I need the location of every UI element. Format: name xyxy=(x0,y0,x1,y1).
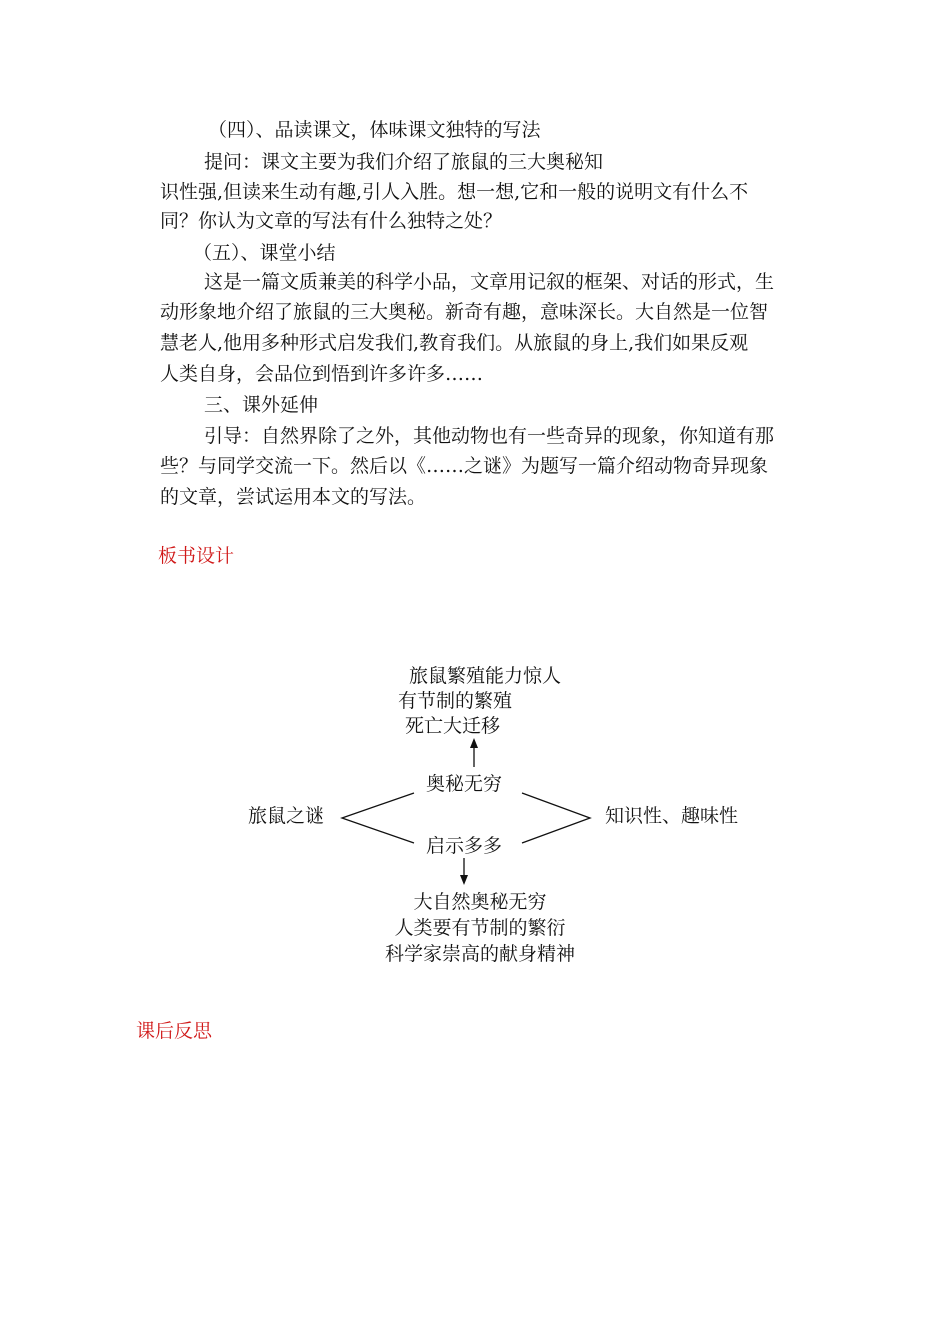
diagram-top-line-3: 死亡大迁移 xyxy=(404,715,500,737)
section4-question-line-3: 同？你认为文章的写法有什么独特之处？ xyxy=(160,210,503,232)
down-arrow-head xyxy=(460,875,468,885)
section3-paragraph-line-3: 的文章，尝试运用本文的写法。 xyxy=(160,486,427,508)
section5-heading: （五）、课堂小结 xyxy=(193,242,336,264)
section4-heading: （四）、品读课文，体味课文独特的写法 xyxy=(208,119,541,141)
section3-paragraph-line-2: 些？与同学交流一下。然后以《……之谜》为题写一篇介绍动物奇异现象 xyxy=(160,455,769,477)
section5-paragraph-line-2: 动形象地介绍了旅鼠的三大奥秘。新奇有趣，意味深长。大自然是一位智 xyxy=(160,301,769,323)
reflection-heading: 课后反思 xyxy=(136,1020,213,1042)
diagram-bottom-line-3: 科学家崇高的献身精神 xyxy=(384,943,575,965)
section4-question-line-1: 提问：课文主要为我们介绍了旅鼠的三大奥秘知 xyxy=(204,151,604,173)
left-chevron xyxy=(342,793,414,843)
section3-paragraph-line-1: 引导：自然界除了之外，其他动物也有一些奇异的现象，你知道有那 xyxy=(204,425,775,447)
section5-paragraph-line-3: 慧老人,他用多种形式启发我们,教育我们。从旅鼠的身上,我们如果反观 xyxy=(160,332,749,354)
up-arrow-head xyxy=(470,738,478,748)
diagram-top-line-2: 有节制的繁殖 xyxy=(397,690,512,712)
diagram-lower-label: 启示多多 xyxy=(426,835,503,857)
section5-paragraph-line-4: 人类自身，会品位到悟到许多许多…… xyxy=(160,363,484,385)
section5-paragraph-line-1: 这是一篇文质兼美的科学小品，文章用记叙的框架、对话的形式，生 xyxy=(204,271,775,293)
diagram-upper-label: 奥秘无穷 xyxy=(426,773,503,795)
board-design-heading: 板书设计 xyxy=(158,545,235,567)
section4-question-line-2: 识性强,但读来生动有趣,引人入胜。想一想,它和一般的说明文有什么不 xyxy=(160,181,749,203)
diagram-bottom-line-2: 人类要有节制的繁衍 xyxy=(394,917,566,939)
diagram-left-label: 旅鼠之谜 xyxy=(248,805,325,827)
section3-heading: 三、课外延伸 xyxy=(204,394,319,416)
right-chevron xyxy=(522,793,590,843)
diagram-bottom-line-1: 大自然奥秘无穷 xyxy=(413,891,547,913)
diagram-right-label: 知识性、趣味性 xyxy=(605,805,739,827)
diagram-top-line-1: 旅鼠繁殖能力惊人 xyxy=(408,665,561,687)
